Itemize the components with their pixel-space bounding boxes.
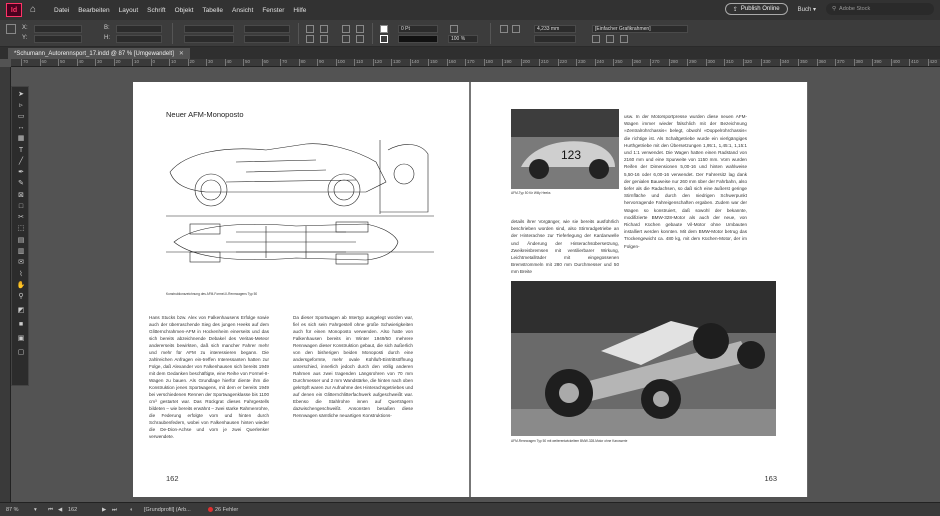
horizontal-ruler[interactable] — [11, 59, 940, 67]
ruler-tick: 390 — [872, 59, 882, 67]
page-number: 163 — [764, 474, 777, 483]
page-162[interactable] — [133, 82, 469, 497]
profile-selector[interactable]: [Grundprofil] (Arb... — [144, 507, 191, 513]
rotate-ccw-icon[interactable] — [306, 35, 314, 43]
technical-drawing[interactable] — [166, 132, 434, 288]
scale-y-field[interactable] — [184, 35, 234, 43]
line-tool-icon[interactable]: ╱ — [18, 158, 24, 165]
ruler-tick: 380 — [854, 59, 864, 67]
ruler-tick: 70 — [280, 59, 287, 67]
chapter-heading: Neuer AFM-Monoposto — [166, 110, 244, 119]
ruler-tick: 20 — [188, 59, 195, 67]
ruler-tick: 40 — [77, 59, 84, 67]
app-logo[interactable]: Id — [6, 3, 22, 17]
ruler-tick: 340 — [780, 59, 790, 67]
width-field[interactable] — [116, 25, 162, 33]
page-163[interactable] — [471, 82, 807, 497]
menu-bearbeiten[interactable]: Bearbeiten — [78, 6, 110, 14]
status-bar — [0, 502, 940, 516]
scissors-tool-icon[interactable]: ✂ — [18, 214, 24, 221]
text-column-4[interactable]: usw. In der Motorsportpresse wurden diese neuen AFM-Wagen immer wieder fälschlich mit der Bezeichnung »Zentralrohrchassis« belegt, obwohl »Doppelrohrchassis« die richtige ist. Als Schaltgetriebe wurde ein vierlgängiges Hurthgetriebe mit den Übersetzungen 1,95:1, 1,45:1, 1,15:1 und 1:1 verwendet. Die Wagen hatten einen Radstand von 2160 mm und eine Spurweite von 1150 mm. Vorn wurden Reifen der Dimensionen 5,00-16 und hinten wahlweise 5,50-16 oder 6,00-16 verwendet. Der Fahrersitz lag dank der genialen Bauweise nur 260 mm über der Fahrbahn, also tiefer als die Radachsen, so daß sich eine äußerst geringe Stirnfläche und durch den niedrigen Schwerpunkt hervorragende Fahreigenschaften ergaben. Zudem war der Wagen so konstruiert, daß sowohl der bekannte, modifizierte BMW-328-Motor als auch der neue, von Richard Küchen gebaute Vil-Motor ohne Umbauten installiert werden konnten. Mit dem BMW-Motor betrug das Trockengewicht ca. 480 kg, mit dem Küchen-Motor, der im Folgen- — [624, 114, 747, 249]
text-wrap-icon[interactable] — [500, 25, 508, 33]
ruler-tick: 160 — [447, 59, 457, 67]
ruler-tick: 290 — [687, 59, 697, 67]
corner-size-field[interactable]: 4,233 mm — [534, 25, 576, 33]
preflight-icon[interactable]: ◐ — [130, 507, 134, 513]
fit-frame-icon[interactable] — [592, 35, 600, 43]
ruler-tick: 120 — [373, 59, 383, 67]
stroke-swatch-icon[interactable] — [380, 35, 388, 43]
pencil-tool-icon[interactable]: ✎ — [18, 180, 24, 187]
text-column-3[interactable]: details ihrer Vorgänger, wie sie bereits ausführlich beschrieben worden sind, also Stirnradgetriebe an der Hinterachse zur Tieferlegung der Kardanwelle und Änderung der Hinterachsübersetzung, Zweikreisbremsen mit ventilierbarer Wirkung, Leichtmetallräder mit eingegossenen Bremstrommeln mit 280 mm Durchmesser und 50 mm Breite — [511, 219, 619, 275]
text-column-1[interactable]: Hans Stucks bzw. Alex von Falkenhausens Erfolge sowie auch der überraschende Sieg des jungen Heeks auf dem Glitternchrahmen-AFM in Hockenheim einerseits und das sich bereits abzeichnende Debakel des Veritas-Meteor andererseits bewirkten, daß sich mancher Fahrer mehr und mehr für AFM zu interessieren begann. Die zahlreichen Anfragen ein-treffen Interessanten hatten zur Folge, daß Alexander von Falkenhausen sich bereits 1949 mit dem Gedanken beschäftigte, eine Reihe von Formel-II-Wagen zu bauen. Als Grundlage hierfür diente ihm die Konstruktion jenes Sportwagens, mit dem er bereits 1949 bei verschiedenen Rennen der Sportwagenklasse bis 1100 cm³ gestartet war. Das Rückgrat dieses Fahrgestells bildeten – wie bereits erwähnt – zwei starke Rahmenrohre, die Federung erfolgte vorn und hinten durch Schraubenfedern, wobei von Falkenhausen hinten wieder die De-Dion-Achse und vorn je zwei Querlenker verwendete. — [149, 315, 269, 439]
ruler-tick: 0 — [151, 59, 156, 67]
width-label: B: — [104, 25, 110, 31]
ruler-tick: 250 — [613, 59, 623, 67]
ruler-tick: 310 — [724, 59, 734, 67]
menu-hilfe[interactable]: Hilfe — [293, 6, 307, 14]
content-collector-icon[interactable]: ▦ — [17, 135, 25, 142]
next-page-icon[interactable]: ▶ — [102, 507, 107, 513]
ruler-tick: 10 — [169, 59, 176, 67]
ruler-tick: 130 — [391, 59, 401, 67]
shear-field[interactable] — [244, 35, 290, 43]
select-container-icon[interactable] — [342, 25, 350, 33]
error-count[interactable]: 26 Fehler — [215, 507, 239, 513]
photo2-caption: AFM-Rennwagen Typ 50 mit weiterentwickeltem BMW-328-Motor ohne Karosserie — [511, 439, 628, 443]
ruler-tick: 30 — [95, 59, 102, 67]
select-next-icon[interactable] — [356, 35, 364, 43]
apply-color-icon[interactable]: ■ — [18, 321, 24, 328]
ruler-tick: 50 — [58, 59, 65, 67]
reference-point-icon[interactable] — [6, 24, 16, 34]
home-icon[interactable]: ⌂ — [30, 4, 37, 15]
opacity-field[interactable]: 100 % — [448, 35, 478, 43]
ruler-tick: 210 — [539, 59, 549, 67]
y-field[interactable] — [34, 35, 82, 43]
close-icon[interactable]: ✕ — [178, 51, 184, 57]
workspace-switcher[interactable] — [798, 6, 816, 13]
object-style-select[interactable]: [Einfacher Grafikrahmen] — [592, 25, 688, 33]
ruler-tick: 50 — [243, 59, 250, 67]
page-number: 162 — [166, 474, 179, 483]
ruler-tick: 60 — [40, 59, 47, 67]
ruler-tick: 400 — [891, 59, 901, 67]
y-label: Y: — [22, 35, 28, 41]
gradient-feather-icon[interactable]: ▥ — [17, 248, 25, 255]
ruler-tick: 330 — [761, 59, 771, 67]
zoom-tool-icon[interactable]: ⚲ — [18, 293, 24, 300]
height-label: H: — [104, 35, 110, 41]
ruler-tick: 280 — [669, 59, 679, 67]
ruler-tick: 300 — [706, 59, 716, 67]
free-transform-tool-icon[interactable]: ⬚ — [17, 225, 25, 232]
menu-layout[interactable]: Layout — [118, 6, 139, 14]
control-bar — [0, 20, 940, 47]
menu-fenster[interactable]: Fenster — [262, 6, 285, 14]
ruler-tick: 220 — [558, 59, 568, 67]
ruler-tick: 40 — [225, 59, 232, 67]
hand-tool-icon[interactable]: ✋ — [16, 282, 26, 289]
scale-x-field[interactable] — [184, 25, 234, 33]
center-content-icon[interactable] — [620, 35, 628, 43]
text-wrap-bbox-icon[interactable] — [512, 25, 520, 33]
fit-content-icon[interactable] — [606, 35, 614, 43]
document-tab[interactable] — [8, 48, 190, 59]
preview-mode-icon[interactable]: ▢ — [17, 349, 25, 356]
ruler-tick: 190 — [502, 59, 512, 67]
ruler-tick: 30 — [206, 59, 213, 67]
ruler-tick: 370 — [835, 59, 845, 67]
page-edge — [807, 82, 808, 497]
last-page-icon[interactable]: ⏭ — [112, 507, 117, 513]
rotate-cw-icon[interactable] — [306, 25, 314, 33]
ruler-tick: 350 — [798, 59, 808, 67]
text-columns — [149, 314, 413, 440]
ruler-tick: 60 — [262, 59, 269, 67]
rotation-field[interactable] — [244, 25, 290, 33]
first-page-icon[interactable]: ⏮ — [48, 507, 53, 513]
ruler-tick: 170 — [465, 59, 475, 67]
stock-search-placeholder: Adobe Stock — [839, 6, 871, 12]
height-field[interactable] — [116, 35, 162, 43]
eyedropper-tool-icon[interactable]: ⌇ — [19, 271, 23, 278]
document-tab-bar — [0, 47, 940, 59]
race-car-photo-front[interactable] — [511, 109, 619, 189]
corner-shape-select[interactable] — [534, 35, 576, 43]
ruler-tick: 140 — [410, 59, 420, 67]
photo1-caption: AFM-Typ 50 für Willy Heeks — [511, 191, 551, 195]
x-field[interactable] — [34, 25, 82, 33]
upload-icon: ⇪ — [732, 6, 738, 13]
prev-page-icon[interactable]: ◀ — [58, 507, 63, 513]
divider — [298, 23, 299, 44]
stroke-weight-field[interactable]: 0 Pt — [398, 25, 438, 33]
select-previous-icon[interactable] — [342, 35, 350, 43]
ruler-tick: 150 — [428, 59, 438, 67]
ruler-tick: 110 — [354, 59, 363, 67]
text-column-2[interactable]: Da dieser Sportwagen ab Intertyp ausgelegt worden war, fiel es sich sein Fahrgestell ohne große Schwierigkeiten auch für einen Monoposto verwenden. Also hatte von Falkenhausen bereits im Winter 1949/50 mehrere Rennwagen dieser Konstruktion gebaut, die sich äußerlich von den bisherigen beiden Monoposti durch eine andersgeformte, mehr ovale Kühlluft-Eintrittsöffnung unterschied, innerlich jedoch durch den völlig anderen Rahmen aus zwei tragenden Längsrohren von 70 mm Durchmesser und 2 mm Wandstärke, die hinten nach oben gekröpft waren zur Aufnahme des Hinterachsgetriebes und auf denen ein Glitternchlitterfachwerk aufgeschweißt war. Ebenso die Stahlrohre innen auf Querträgern dazwischengeschweißt. Ansonsten besaßen diese Rennwagen sämtliche neuartigen Konstruktions- — [293, 315, 413, 418]
direct-selection-tool-icon[interactable]: ▹ — [19, 102, 23, 109]
ruler-tick: 70 — [21, 59, 28, 67]
search-icon: ⚲ — [832, 6, 837, 12]
ruler-tick: 80 — [299, 59, 306, 67]
flip-horizontal-icon[interactable] — [320, 25, 328, 33]
rectangle-tool-icon[interactable]: □ — [18, 203, 24, 210]
vertical-ruler[interactable] — [0, 67, 11, 502]
publish-online-button[interactable] — [725, 3, 788, 15]
rectangle-frame-tool-icon[interactable]: ⊠ — [18, 192, 24, 199]
stock-search-input[interactable] — [826, 3, 934, 15]
menu-tabelle[interactable]: Tabelle — [202, 6, 223, 14]
divider — [490, 23, 491, 44]
menu-schrift[interactable]: Schrift — [147, 6, 166, 14]
flip-vertical-icon[interactable] — [320, 35, 328, 43]
note-tool-icon[interactable]: ✉ — [18, 259, 24, 266]
menu-bar — [0, 0, 940, 20]
workspace-label: Buch — [797, 6, 812, 13]
pen-tool-icon[interactable]: ✒ — [18, 169, 24, 176]
ruler-tick: 10 — [132, 59, 139, 67]
menu-objekt[interactable]: Objekt — [174, 6, 194, 14]
ruler-tick: 90 — [317, 59, 324, 67]
error-indicator — [208, 507, 238, 513]
race-car-photo-chassis[interactable] — [511, 281, 776, 436]
gap-tool-icon[interactable]: ↔ — [17, 124, 25, 131]
zoom-level[interactable]: 87 % — [6, 507, 19, 513]
ruler-tick: 20 — [114, 59, 121, 67]
publish-online-label: Publish Online — [740, 6, 780, 12]
ruler-tick: 260 — [632, 59, 642, 67]
stroke-type-select[interactable] — [398, 35, 438, 43]
drawing-caption: Konstruktionszeichnung des AFM-Formel-II-Rennwagens Typ 50 — [166, 292, 258, 296]
ruler-tick: 360 — [817, 59, 827, 67]
ruler-tick: 270 — [650, 59, 660, 67]
ruler-tick: 410 — [909, 59, 919, 67]
ruler-tick: 100 — [336, 59, 346, 67]
page-tool-icon[interactable]: ▭ — [17, 113, 25, 120]
menu-ansicht[interactable]: Ansicht — [232, 6, 254, 14]
select-content-icon[interactable] — [356, 25, 364, 33]
ruler-tick: 240 — [595, 59, 605, 67]
fill-swatch-icon[interactable] — [380, 25, 388, 33]
chevron-down-icon: ▾ — [812, 6, 816, 13]
tools-panel — [11, 86, 29, 386]
divider — [172, 23, 173, 44]
menu-datei[interactable]: Datei — [54, 6, 70, 14]
ruler-tick: 180 — [484, 59, 494, 67]
chevron-down-icon[interactable]: ▾ — [34, 507, 37, 513]
page-field[interactable]: 162 — [68, 507, 78, 513]
error-dot-icon — [208, 507, 213, 512]
ruler-tick: 320 — [743, 59, 753, 67]
x-label: X: — [22, 25, 28, 31]
type-tool-icon[interactable]: T — [18, 147, 24, 154]
ruler-tick: 230 — [576, 59, 586, 67]
fill-stroke-icon[interactable]: ◩ — [17, 307, 25, 314]
gradient-tool-icon[interactable]: ▤ — [17, 237, 25, 244]
screen-mode-icon[interactable]: ▣ — [17, 335, 25, 342]
divider — [372, 23, 373, 44]
effects-icon[interactable] — [450, 25, 458, 33]
ruler-tick: 420 — [928, 59, 938, 67]
ruler-tick: 200 — [521, 59, 531, 67]
svg-text:123: 123 — [561, 148, 582, 162]
selection-tool-icon[interactable]: ➤ — [18, 91, 24, 98]
document-tab-title: *Schumann_Autorennsport_17.indd @ 87 % [Umgewandelt] — [14, 50, 174, 57]
